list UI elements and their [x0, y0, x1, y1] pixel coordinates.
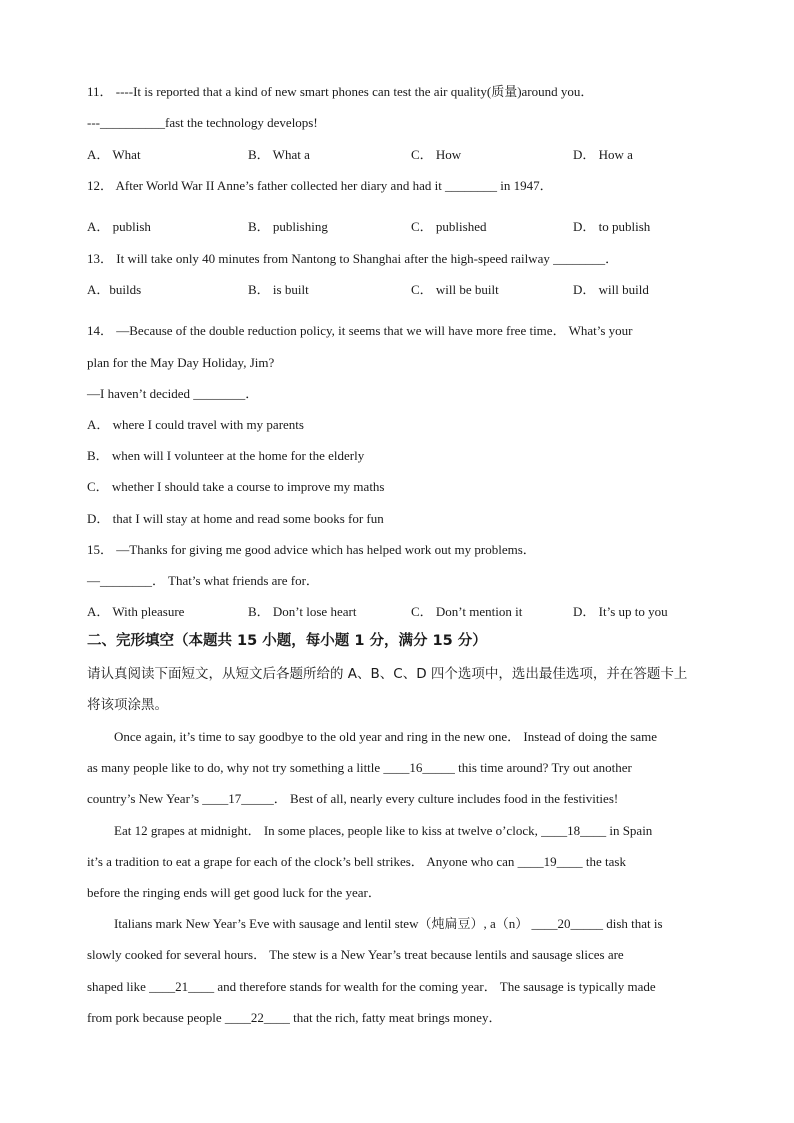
- q11-option-b[interactable]: B． What a: [248, 147, 310, 162]
- q14-option-a[interactable]: A． where I could travel with my parents: [87, 417, 304, 432]
- passage-line: Once again, it’s time to say goodbye to the old year and ring in the new one． Instead of doing the same: [114, 729, 657, 744]
- q11-option-d[interactable]: D． How a: [573, 147, 633, 162]
- q12-option-b[interactable]: B． publishing: [248, 219, 328, 234]
- section-heading: 二、完形填空（本题共 15 小题，每小题 1 分，满分 15 分）: [87, 633, 487, 649]
- q12-option-a[interactable]: A． publish: [87, 219, 151, 234]
- q15-option-d[interactable]: D． It’s up to you: [573, 604, 668, 619]
- q14-option-d[interactable]: D． that I will stay at home and read some books for fun: [87, 511, 384, 526]
- section-instructions-cont: 将该项涂黑。: [87, 697, 168, 713]
- q15-stem: 15． —Thanks for giving me good advice which has helped work out my problems．: [87, 542, 536, 557]
- q11-option-c[interactable]: C． How: [411, 147, 462, 162]
- q11-stem: 11． ----It is reported that a kind of new smart phones can test the air quality(质量)around you．: [87, 84, 594, 99]
- q13-stem: 13． It will take only 40 minutes from Nantong to Shanghai after the high-speed railway ________．: [87, 251, 619, 266]
- q14-stem: 14． —Because of the double reduction policy, it seems that we will have more free time． What’s your: [87, 323, 633, 338]
- q13-option-b[interactable]: B． is built: [248, 282, 309, 297]
- q14-option-c[interactable]: C． whether I should take a course to improve my maths: [87, 479, 385, 494]
- passage-line: Eat 12 grapes at midnight． In some places, people like to kiss at twelve o’clock, ____18____ in Spain: [114, 823, 653, 838]
- q15-option-b[interactable]: B． Don’t lose heart: [248, 604, 357, 619]
- q12-option-c[interactable]: C． published: [411, 219, 487, 234]
- q11-response: ---__________fast the technology develops!: [87, 115, 318, 130]
- q14-stem-cont: plan for the May Day Holiday, Jim?: [87, 355, 275, 370]
- passage-line: slowly cooked for several hours． The stew is a New Year’s treat because lentils and sausage slices are: [87, 947, 624, 962]
- q13-option-c[interactable]: C． will be built: [411, 282, 499, 297]
- passage-line: before the ringing ends will get good luck for the year．: [87, 885, 381, 900]
- q13-option-d[interactable]: D． will build: [573, 282, 649, 297]
- q14-option-b[interactable]: B． when will I volunteer at the home for the elderly: [87, 448, 365, 463]
- q12-option-d[interactable]: D． to publish: [573, 219, 651, 234]
- passage-line: Italians mark New Year’s Eve with sausage and lentil stew（炖扁豆）, a（n） ____20_____ dish that is: [114, 916, 663, 931]
- q15-option-c[interactable]: C． Don’t mention it: [411, 604, 523, 619]
- q15-response: —________． That’s what friends are for．: [87, 573, 319, 588]
- passage-line: from pork because people ____22____ that the rich, fatty meat brings money．: [87, 1010, 502, 1025]
- section-instructions: 请认真阅读下面短文，从短文后各题所给的 A、B、C、D 四个选项中，选出最佳选项，并在答题卡上: [87, 666, 688, 682]
- q15-option-a[interactable]: A． With pleasure: [87, 604, 185, 619]
- q14-response: —I haven’t decided ________．: [87, 386, 259, 401]
- passage-line: country’s New Year’s ____17_____． Best of all, nearly every culture includes food in the festivities!: [87, 791, 619, 806]
- passage-line: shaped like ____21____ and therefore stands for wealth for the coming year． The sausage is typically made: [87, 979, 656, 994]
- q11-option-a[interactable]: A． What: [87, 147, 141, 162]
- passage-line: it’s a tradition to eat a grape for each of the clock’s bell strikes． Anyone who can ____19____ the task: [87, 854, 626, 869]
- passage-line: as many people like to do, why not try something a little ____16_____ this time around? Try out another: [87, 760, 632, 775]
- q12-stem: 12． After World War II Anne’s father collected her diary and had it ________ in 1947．: [87, 178, 553, 193]
- q13-option-a[interactable]: A．builds: [87, 282, 142, 297]
